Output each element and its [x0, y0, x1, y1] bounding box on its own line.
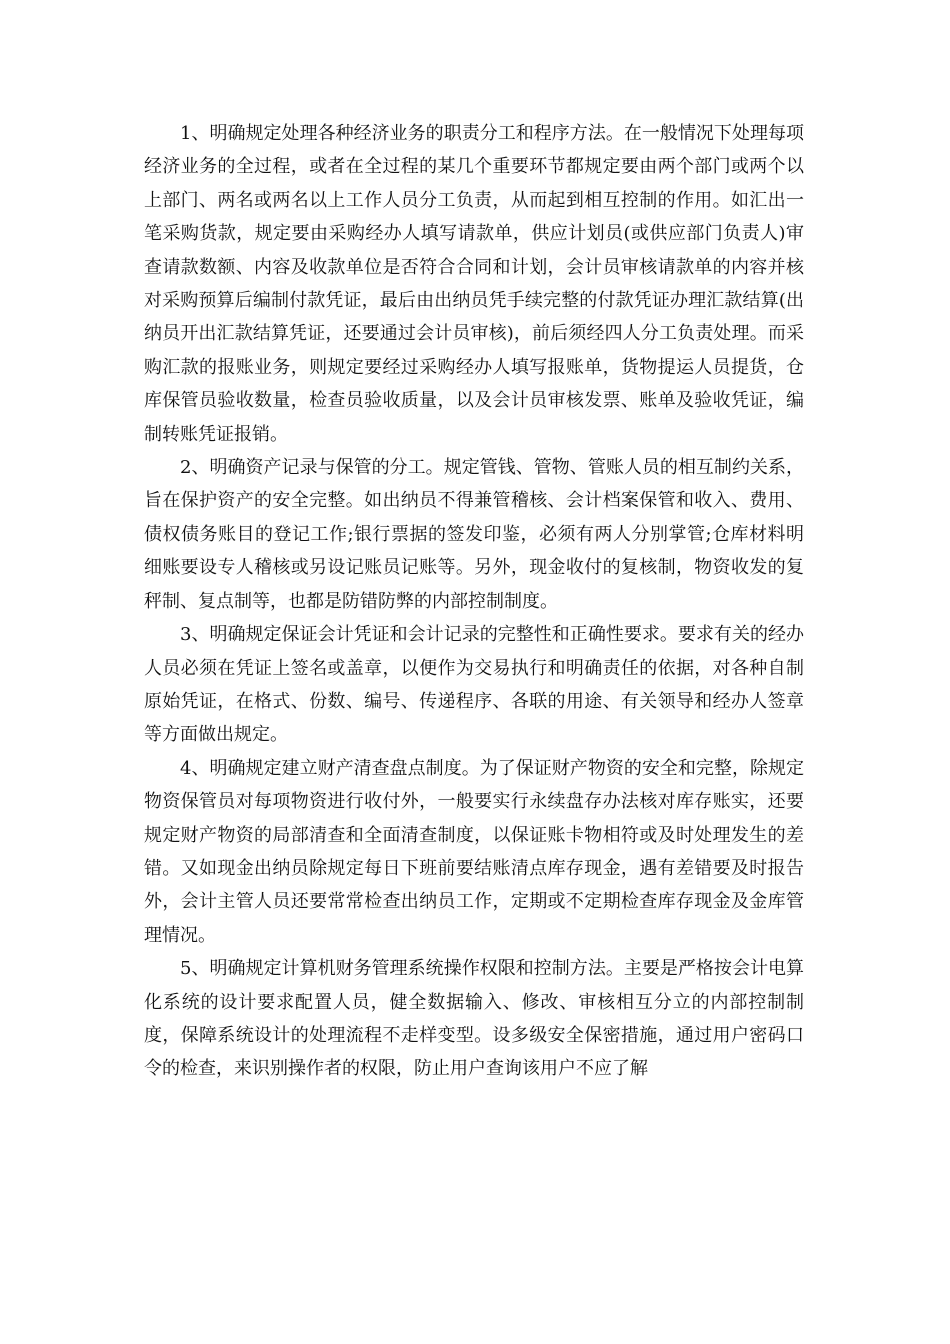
paragraph-2: 2、明确资产记录与保管的分工。规定管钱、管物、管账人员的相互制约关系，旨在保护资产的安全完整。如出纳员不得兼管稽核、会计档案保管和收入、费用、债权债务账目的登记工作;银行票据的签发印鉴，必须有两人分别掌管;仓库材料明细账要设专人稽核或另设记账员记账等。另外，现金收付的复核制，物资收发的复秤制、复点制等，也都是防错防弊的内部控制制度。 [144, 457, 804, 612]
paragraph-5: 5、明确规定计算机财务管理系统操作权限和控制方法。主要是严格按会计电算化系统的设计要求配置人员，健全数据输入、修改、审核相互分立的内部控制制度，保障系统设计的处理流程不走样变型。设多级安全保密措施，通过用户密码口令的检查，来识别操作者的权限，防止用户查询该用户不应了解 [144, 958, 804, 1080]
paragraph-4: 4、明确规定建立财产清查盘点制度。为了保证财产物资的安全和完整，除规定物资保管员对每项物资进行收付外，一般要实行永续盘存办法核对库存账实，还要规定财产物资的局部清查和全面清查制度，以保证账卡物相符或及时处理发生的差错。又如现金出纳员除规定每日下班前要结账清点库存现金，遇有差错要及时报告外，会计主管人员还要常常检查出纳员工作，定期或不定期检查库存现金及金库管理情况。 [144, 757, 804, 946]
document-body [144, 117, 804, 1086]
paragraph-3: 3、明确规定保证会计凭证和会计记录的完整性和正确性要求。要求有关的经办人员必须在凭证上签名或盖章，以便作为交易执行和明确责任的依据，对各种自制原始凭证，在格式、份数、编号、传递程序、各联的用途、有关领导和经办人签章等方面做出规定。 [144, 624, 804, 746]
paragraph-1: 1、明确规定处理各种经济业务的职责分工和程序方法。在一般情况下处理每项经济业务的全过程，或者在全过程的某几个重要环节都规定要由两个部门或两个以上部门、两名或两名以上工作人员分工负责，从而起到相互控制的作用。如汇出一笔采购货款，规定要由采购经办人填写请款单，供应计划员(或供应部门负责人)审查请款数额、内容及收款单位是否符合合同和计划，会计员审核请款单的内容并核对采购预算后编制付款凭证，最后由出纳员凭手续完整的付款凭证办理汇款结算(出纳员开出汇款结算凭证，还要通过会计员审核)，前后须经四人分工负责处理。而采购汇款的报账业务，则规定要经过采购经办人填写报账单，货物提运人员提货，仓库保管员验收数量，检查员验收质量，以及会计员审核发票、账单及验收凭证，编制转账凭证报销。 [144, 123, 804, 445]
